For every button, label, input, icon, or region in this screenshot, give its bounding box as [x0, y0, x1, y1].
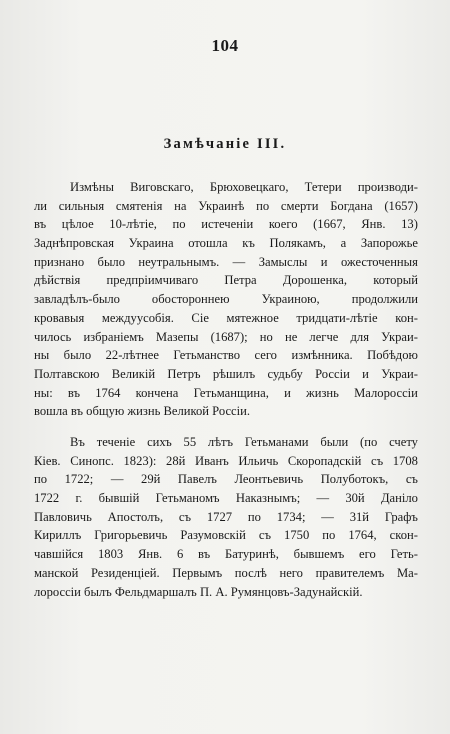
text-line: лороссіи былъ Фельдмаршалъ П. А. Румянцовъ-Задунайскій.	[34, 584, 363, 599]
text-line: Кириллъ Григорьевичь Разумовскій съ 1750 по 1764, скон-	[34, 528, 418, 543]
text-line: 1722 г. бывшій Гетьманомъ Наказнымъ; — 30й Даніло	[34, 491, 418, 506]
text-line: ны: въ 1764 кончена Гетьманщина, и жизнь Малороссіи	[34, 385, 418, 400]
text-line: Измѣны Виговскаго, Брюховецкаго, Тетери производи-	[70, 180, 418, 194]
paragraph-2	[34, 433, 418, 601]
text-line: ны было 22-лѣтнее Гетьманство сего измѣнника. Побѣдою	[34, 348, 418, 363]
text-line: въ цѣлое 10-лѣтіе, по истеченіи коего (1667, Янв. 13)	[34, 217, 418, 232]
text-line: Полтавскою Великій Петръ рѣшилъ судьбу Россіи и Украи-	[34, 366, 418, 381]
text-line: Павловичь Апостолъ, съ 1727 по 1734; — 31й Графъ	[34, 509, 418, 524]
text-line: Заднѣпровская Украина отошла къ Полякамъ, а Запорожье	[34, 236, 418, 251]
text-line: признано было неутральнымъ. — Замыслы и ожесточенныя	[34, 254, 418, 269]
text-line: дѣйствія предпріимчиваго Петра Дорошенка, который	[34, 273, 418, 288]
text-line: чилось избраніемъ Мазепы (1687); но не легче для Украи-	[34, 329, 418, 344]
text-line: завладѣлъ-было обостороннею Украиною, продолжили	[34, 292, 418, 307]
paragraph-1	[34, 178, 418, 421]
text-line: ли сильныя смятенія на Украинѣ по смерти Богдана (1657)	[34, 198, 418, 213]
section-heading: Замѣчаніе III.	[163, 136, 287, 152]
text-line: вошла въ общую жизнь Великой Россіи.	[34, 404, 251, 419]
page-number: 104	[211, 36, 239, 55]
text-line: Въ теченіе сихъ 55 лѣтъ Гетьманами были (по счету	[70, 435, 418, 449]
text-line: по 1722; — 29й Павелъ Леонтьевичь Полуботокъ, съ	[34, 472, 418, 487]
text-line: кровавыя междуусобія. Сіе мятежное тридцати-лѣтіе кон-	[34, 310, 418, 325]
text-line: Кіев. Синопс. 1823): 28й Иванъ Ильичь Скоропадскій съ 1708	[34, 453, 418, 468]
text-line: манской Резиденціей. Первымъ послѣ него правителемъ Ма-	[34, 565, 418, 580]
text-line: чавшійся 1803 Янв. 6 въ Батуринѣ, бывшемъ его Геть-	[34, 547, 418, 562]
